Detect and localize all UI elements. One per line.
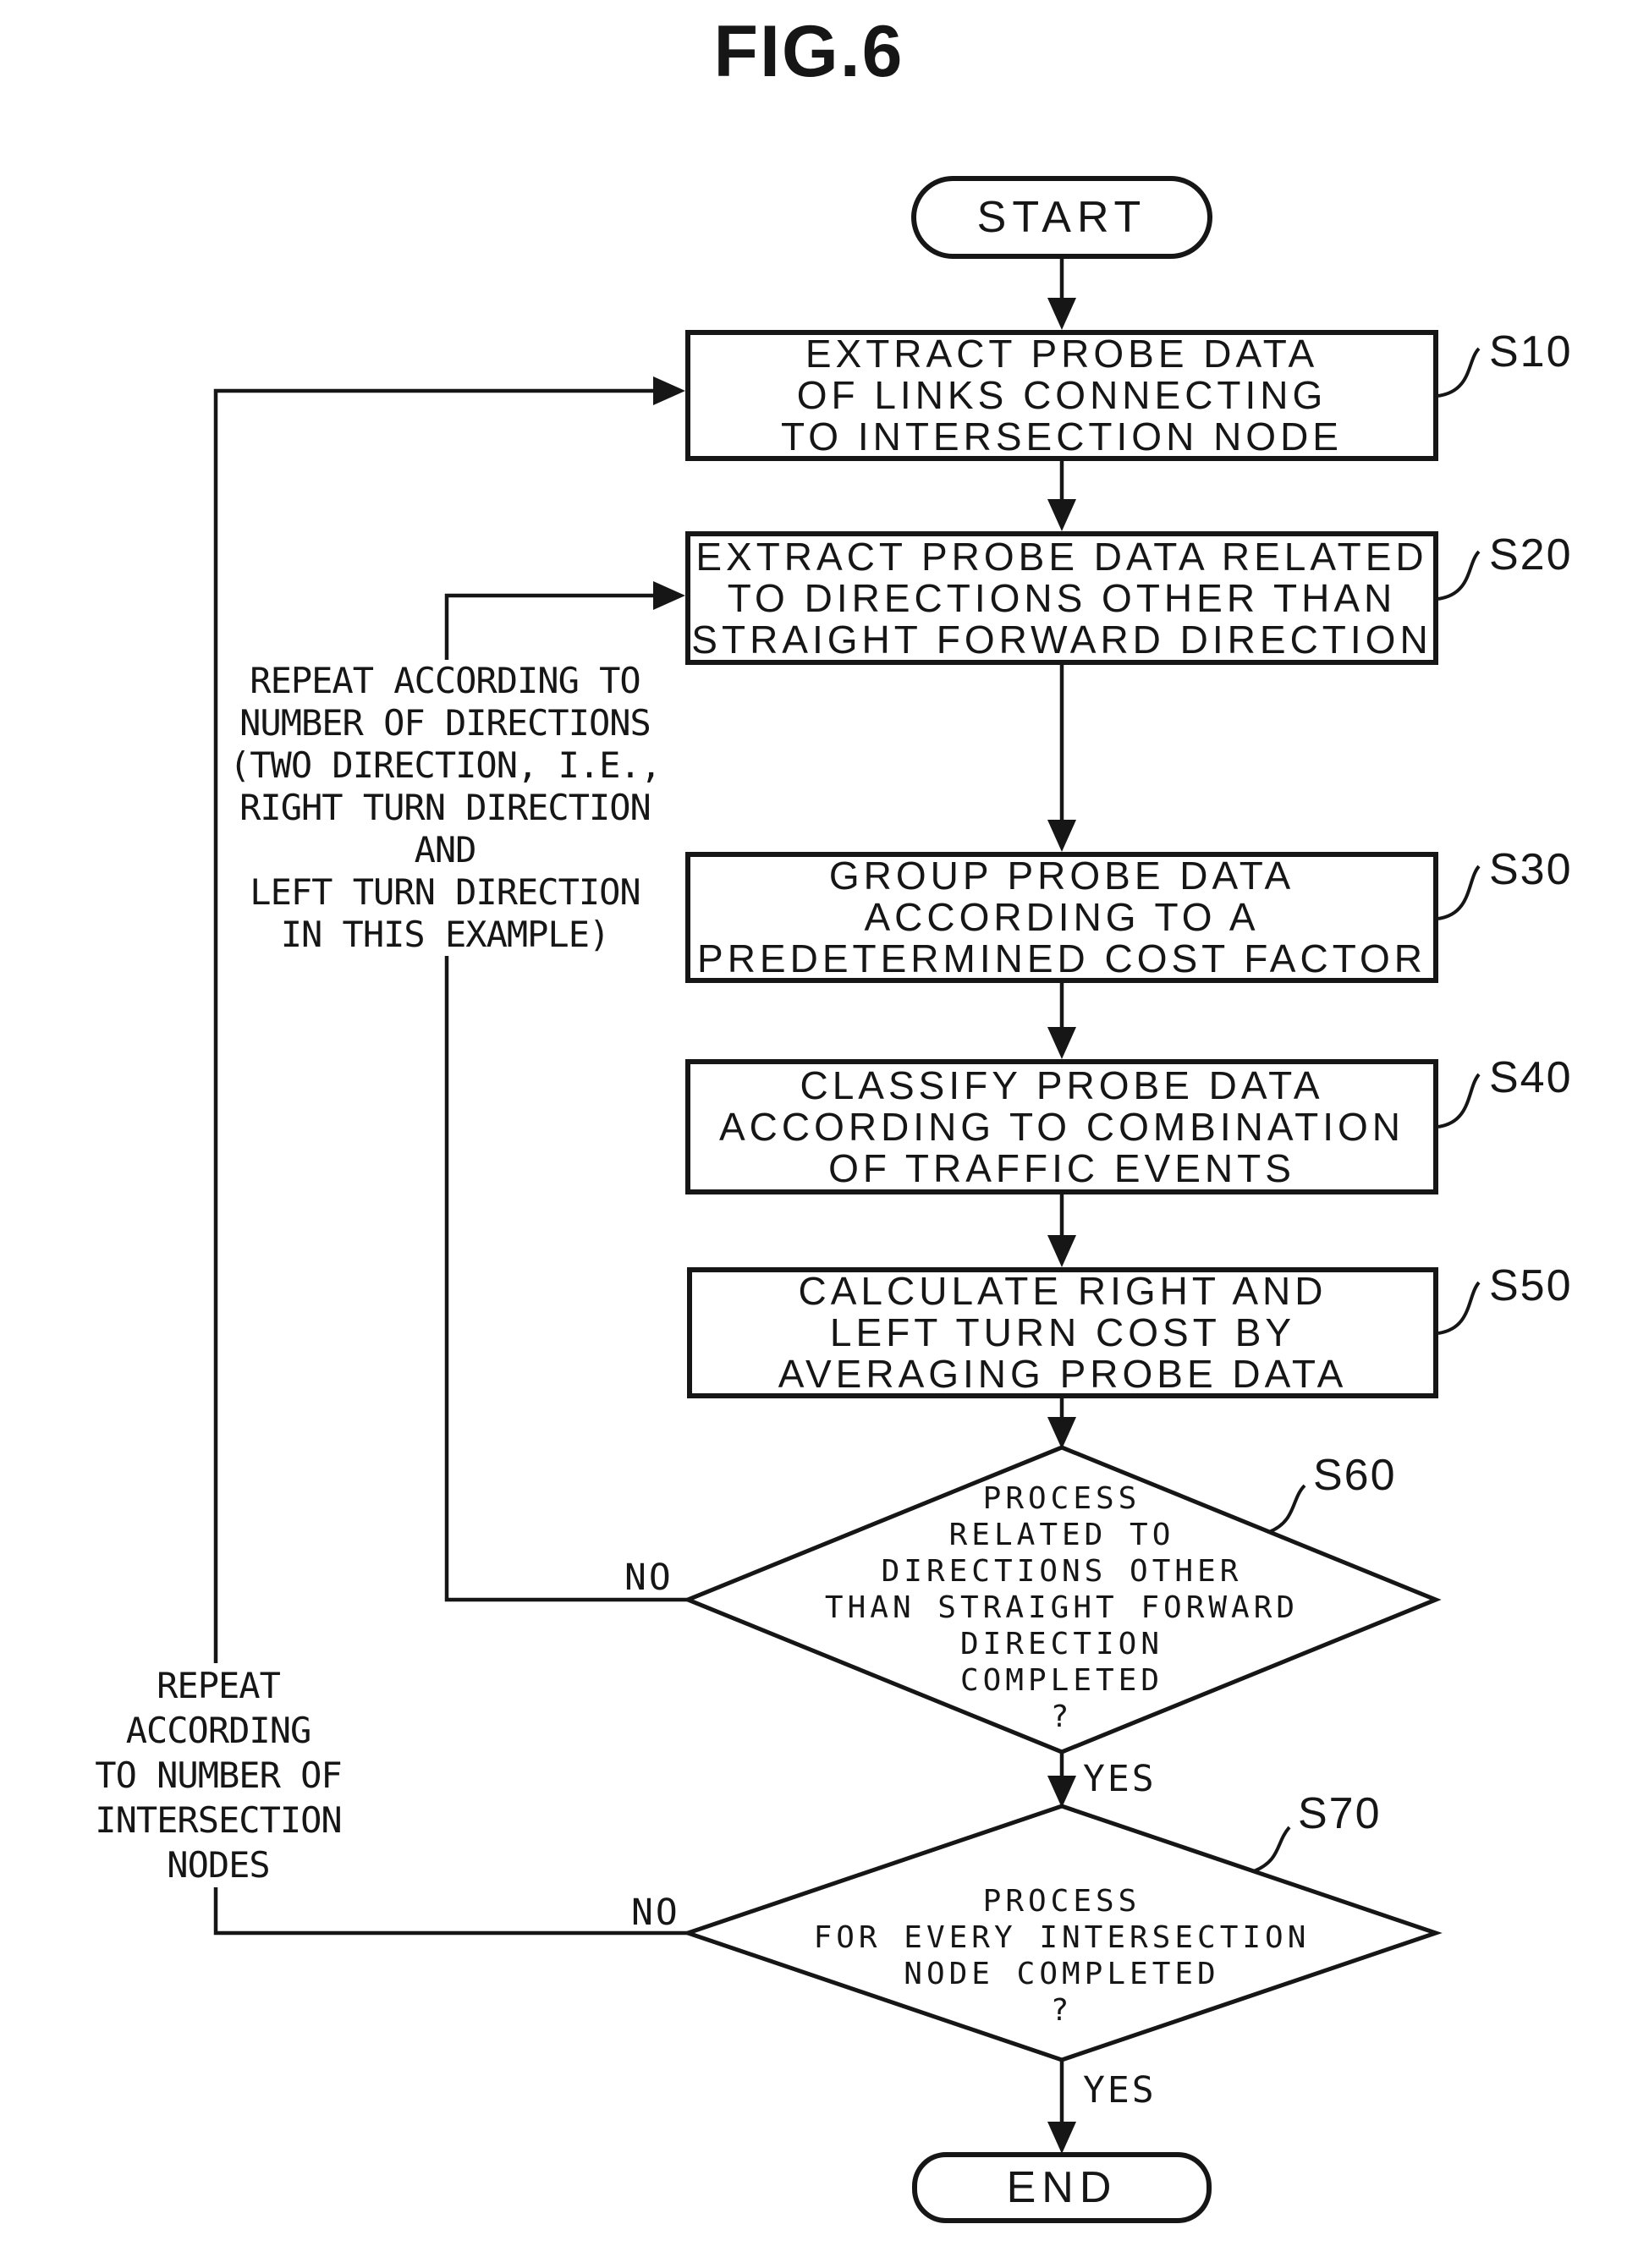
annotation-line: LEFT TURN DIRECTION <box>250 871 640 913</box>
leader-s10 <box>1438 349 1479 396</box>
arrowhead-into-s20 <box>1047 499 1076 531</box>
end-terminal <box>912 2152 1212 2223</box>
arrowhead-into-end <box>1047 2122 1076 2154</box>
process-text-line: AVERAGING PROBE DATA <box>778 1352 1348 1396</box>
leader-s30 <box>1438 866 1479 919</box>
process-box-s50 <box>687 1267 1438 1398</box>
process-box-s40 <box>685 1059 1438 1194</box>
decision-text-line: ? <box>1050 1993 1074 2028</box>
arrowhead-feedback-s20 <box>653 581 685 610</box>
annotation-line: REPEAT ACCORDING TO <box>250 660 640 701</box>
step-label-s30: S30 <box>1489 845 1573 894</box>
end-terminal-label: END <box>1006 2163 1118 2212</box>
decision-text-line: DIRECTIONS OTHER <box>881 1554 1243 1589</box>
process-text-line: GROUP PROBE DATA <box>828 854 1295 898</box>
annotation-line: INTERSECTION <box>95 1799 342 1841</box>
decision-text-line: FOR EVERY INTERSECTION <box>813 1920 1311 1955</box>
arrowhead-into-s40 <box>1047 1027 1076 1059</box>
process-text-line: EXTRACT PROBE DATA <box>805 332 1319 376</box>
annotation-line: REPEAT <box>157 1665 280 1706</box>
arrowhead-into-s30 <box>1047 820 1076 852</box>
process-text-line: STRAIGHT FORWARD DIRECTION <box>691 617 1432 662</box>
process-text-line: CLASSIFY PROBE DATA <box>800 1063 1324 1107</box>
process-text-line: TO DIRECTIONS OTHER THAN <box>727 575 1397 620</box>
annotation-line: IN THIS EXAMPLE) <box>280 914 610 955</box>
process-text-line: ACCORDING TO A <box>864 895 1260 939</box>
decision-text-line: COMPLETED <box>959 1663 1164 1698</box>
leader-s20 <box>1438 552 1479 599</box>
decision-text-line: ? <box>1050 1700 1074 1734</box>
process-text-line: OF LINKS CONNECTING <box>796 373 1327 417</box>
annotation-line: ACCORDING <box>125 1710 311 1751</box>
start-terminal-label: START <box>976 193 1147 242</box>
leader-s50 <box>1438 1282 1479 1333</box>
arrowhead-into-s50 <box>1047 1235 1076 1267</box>
arrowhead-feedback-s10 <box>653 376 685 405</box>
annotation-line: (TWO DIRECTION, I.E., <box>228 744 661 786</box>
process-text-line: ACCORDING TO COMBINATION <box>718 1104 1405 1149</box>
step-label-s60: S60 <box>1313 1451 1397 1500</box>
decision-text-line: NODE COMPLETED <box>904 1957 1220 1991</box>
step-label-s70: S70 <box>1298 1789 1382 1838</box>
step-label-s10: S10 <box>1489 327 1573 376</box>
figure-title: FIG.6 <box>713 11 904 92</box>
step-label-s40: S40 <box>1489 1053 1573 1102</box>
annotation-line: TO NUMBER OF <box>95 1755 342 1796</box>
yes-label-s60: YES <box>1083 1758 1157 1800</box>
process-text-line: EXTRACT PROBE DATA RELATED <box>695 534 1428 579</box>
decision-s70-text <box>723 1883 1400 2029</box>
process-text-line: PREDETERMINED COST FACTOR <box>697 936 1426 980</box>
process-text-line: LEFT TURN COST BY <box>829 1310 1296 1354</box>
start-terminal <box>911 176 1212 259</box>
leader-s70 <box>1254 1827 1289 1871</box>
process-box-s20 <box>685 531 1438 665</box>
decision-text-line: RELATED TO <box>948 1518 1175 1552</box>
process-box-s10 <box>685 330 1438 461</box>
process-text-line: CALCULATE RIGHT AND <box>798 1269 1327 1313</box>
decision-s60-text <box>723 1480 1400 1735</box>
arrowhead-into-s70 <box>1047 1776 1076 1808</box>
annotation-line: NODES <box>167 1844 270 1886</box>
decision-text-line: THAN STRAIGHT FORWARD <box>824 1590 1300 1625</box>
process-text-line: TO INTERSECTION NODE <box>781 415 1343 459</box>
decision-text-line: DIRECTION <box>959 1627 1164 1661</box>
step-label-s50: S50 <box>1489 1261 1573 1310</box>
decision-text-line: PROCESS <box>982 1884 1141 1919</box>
arrowhead-into-s10 <box>1047 298 1076 330</box>
no-label-s70: NO <box>631 1892 680 1934</box>
decision-text-line: PROCESS <box>982 1481 1141 1516</box>
annotation-line: NUMBER OF DIRECTIONS <box>239 702 651 744</box>
annotation-line: AND <box>414 829 476 870</box>
process-text-line: OF TRAFFIC EVENTS <box>828 1145 1295 1190</box>
no-label-s60: NO <box>624 1557 673 1599</box>
step-label-s20: S20 <box>1489 530 1573 579</box>
yes-label-s70: YES <box>1083 2069 1157 2111</box>
leader-s40 <box>1438 1074 1479 1127</box>
annotation-line: RIGHT TURN DIRECTION <box>239 787 651 828</box>
annotation-repeat-nodes <box>74 1663 362 1887</box>
annotation-repeat-directions <box>218 660 672 956</box>
process-box-s30 <box>685 852 1438 983</box>
arrowhead-into-s60 <box>1047 1417 1076 1449</box>
